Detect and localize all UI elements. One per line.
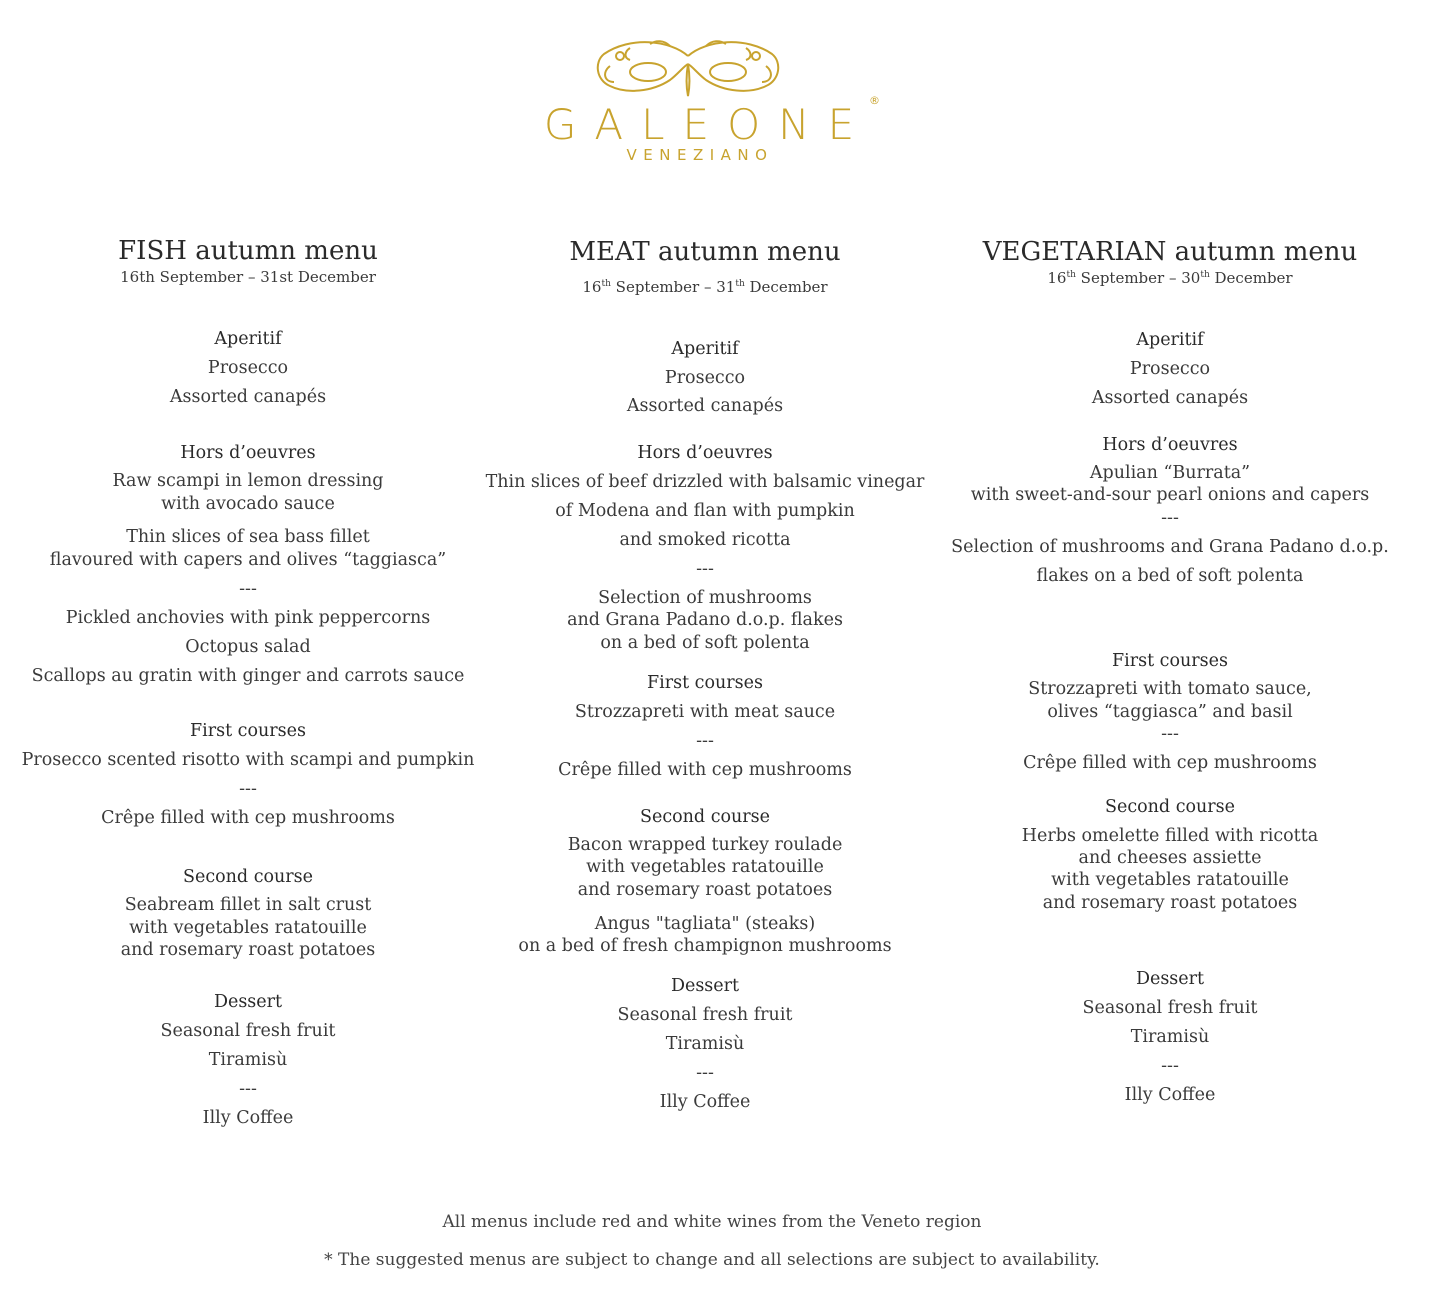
fish-dessert-separator: --- xyxy=(239,1079,257,1099)
fish-menu-dates: 16th September – 31st December xyxy=(120,268,376,286)
veg-second-item: and rosemary roast potatoes xyxy=(1042,893,1298,913)
meat-first-separator: --- xyxy=(696,731,714,751)
meat-hors-item: and smoked ricotta xyxy=(619,530,791,550)
veg-first-heading: First courses xyxy=(1112,651,1228,671)
fish-first-item: Prosecco scented risotto with scampi and pumpkin xyxy=(21,750,475,770)
veg-second-item: Herbs omelette filled with ricotta xyxy=(1021,826,1319,846)
meat-hors-item: Selection of mushrooms xyxy=(598,588,812,608)
fish-dessert-item: Illy Coffee xyxy=(202,1108,294,1128)
meat-hors-heading: Hors d’oeuvres xyxy=(637,443,773,463)
fish-aperitif-heading: Aperitif xyxy=(214,329,282,349)
veg-dessert-item: Illy Coffee xyxy=(1124,1085,1216,1105)
meat-dessert-heading: Dessert xyxy=(670,976,740,996)
brand-name: GALEONE xyxy=(543,100,873,149)
veg-second-item: and cheeses assiette xyxy=(1078,848,1262,868)
veg-second-item: with vegetables ratatouille xyxy=(1051,870,1289,890)
footer-wines-note: All menus include red and white wines from the Veneto region xyxy=(442,1212,982,1232)
meat-second-item: Angus "tagliata" (steaks) xyxy=(594,914,816,934)
fish-menu-title: FISH autumn menu xyxy=(118,236,378,266)
meat-second-item: Bacon wrapped turkey roulade xyxy=(567,835,843,855)
fish-first-heading: First courses xyxy=(190,721,306,741)
fish-hors-item: flavoured with capers and olives “taggiasca” xyxy=(49,550,447,570)
veg-hors-separator: --- xyxy=(1161,508,1179,528)
veg-dessert-heading: Dessert xyxy=(1135,969,1205,989)
fish-second-item: with vegetables ratatouille xyxy=(129,918,367,938)
meat-second-heading: Second course xyxy=(639,807,771,827)
meat-dessert-item: Seasonal fresh fruit xyxy=(617,1005,793,1025)
fish-second-item: and rosemary roast potatoes xyxy=(120,940,376,960)
veg-menu-dates: 16th September – 30th December xyxy=(1047,269,1293,287)
veg-hors-item: Apulian “Burrata” xyxy=(1089,463,1251,483)
veg-hors-item: with sweet-and-sour pearl onions and capers xyxy=(970,485,1370,505)
fish-first-item: Crêpe filled with cep mushrooms xyxy=(101,808,395,828)
fish-hors-separator: --- xyxy=(239,579,257,599)
fish-hors-item: Pickled anchovies with pink peppercorns xyxy=(65,608,431,628)
meat-dessert-separator: --- xyxy=(696,1063,714,1083)
meat-first-heading: First courses xyxy=(647,673,763,693)
veg-first-item: Strozzapreti with tomato sauce, xyxy=(1028,679,1312,699)
veg-dessert-item: Tiramisù xyxy=(1130,1027,1210,1047)
fish-dessert-heading: Dessert xyxy=(213,992,283,1012)
meat-hors-item: Thin slices of beef drizzled with balsamic vinegar xyxy=(485,472,925,492)
fish-hors-item: Octopus salad xyxy=(185,637,311,657)
veg-hors-item: Selection of mushrooms and Grana Padano d.o.p. xyxy=(951,537,1389,557)
veg-dessert-separator: --- xyxy=(1161,1056,1179,1076)
veg-aperitif-item: Assorted canapés xyxy=(1091,388,1249,408)
veg-hors-item: flakes on a bed of soft polenta xyxy=(1036,566,1304,586)
meat-hors-item: of Modena and flan with pumpkin xyxy=(555,501,855,521)
veg-menu-title: VEGETARIAN autumn menu xyxy=(982,237,1358,267)
meat-hors-item: on a bed of soft polenta xyxy=(600,633,810,653)
veg-aperitif-item: Prosecco xyxy=(1129,359,1211,379)
fish-hors-heading: Hors d’oeuvres xyxy=(180,443,316,463)
veg-first-item: Crêpe filled with cep mushrooms xyxy=(1023,753,1317,773)
meat-hors-separator: --- xyxy=(696,559,714,579)
fish-aperitif-item: Assorted canapés xyxy=(169,387,327,407)
meat-menu-dates: 16th September – 31th December xyxy=(582,278,828,296)
meat-aperitif-heading: Aperitif xyxy=(671,339,739,359)
meat-second-item: on a bed of fresh champignon mushrooms xyxy=(518,936,892,956)
veg-first-item: olives “taggiasca” and basil xyxy=(1047,702,1293,722)
meat-aperitif-item: Assorted canapés xyxy=(626,396,784,416)
veg-dessert-item: Seasonal fresh fruit xyxy=(1082,998,1258,1018)
meat-second-item: with vegetables ratatouille xyxy=(586,857,824,877)
fish-first-separator: --- xyxy=(239,779,257,799)
mask-logo-icon xyxy=(590,36,786,104)
fish-aperitif-item: Prosecco xyxy=(207,358,289,378)
meat-dessert-item: Tiramisù xyxy=(665,1034,745,1054)
fish-second-item: Seabream fillet in salt crust xyxy=(124,895,372,915)
veg-second-heading: Second course xyxy=(1104,797,1236,817)
veg-hors-heading: Hors d’oeuvres xyxy=(1102,435,1238,455)
meat-first-item: Strozzapreti with meat sauce xyxy=(574,702,836,722)
fish-hors-item: Thin slices of sea bass fillet xyxy=(126,527,370,547)
meat-second-item: and rosemary roast potatoes xyxy=(577,880,833,900)
fish-dessert-item: Tiramisù xyxy=(208,1050,288,1070)
fish-hors-item: Scallops au gratin with ginger and carrots sauce xyxy=(31,666,465,686)
brand-subtitle: VENEZIANO xyxy=(626,146,774,164)
fish-second-heading: Second course xyxy=(182,867,314,887)
meat-menu-title: MEAT autumn menu xyxy=(569,237,841,267)
meat-first-item: Crêpe filled with cep mushrooms xyxy=(558,760,852,780)
veg-aperitif-heading: Aperitif xyxy=(1136,330,1204,350)
fish-hors-item: with avocado sauce xyxy=(161,494,335,514)
registered-mark: ® xyxy=(869,94,880,107)
footer-disclaimer: * The suggested menus are subject to change and all selections are subject to availability. xyxy=(324,1250,1100,1270)
fish-hors-item: Raw scampi in lemon dressing xyxy=(112,471,384,491)
meat-hors-item: and Grana Padano d.o.p. flakes xyxy=(567,610,843,630)
meat-dessert-item: Illy Coffee xyxy=(659,1092,751,1112)
veg-first-separator: --- xyxy=(1161,724,1179,744)
fish-dessert-item: Seasonal fresh fruit xyxy=(160,1021,336,1041)
meat-aperitif-item: Prosecco xyxy=(664,368,746,388)
